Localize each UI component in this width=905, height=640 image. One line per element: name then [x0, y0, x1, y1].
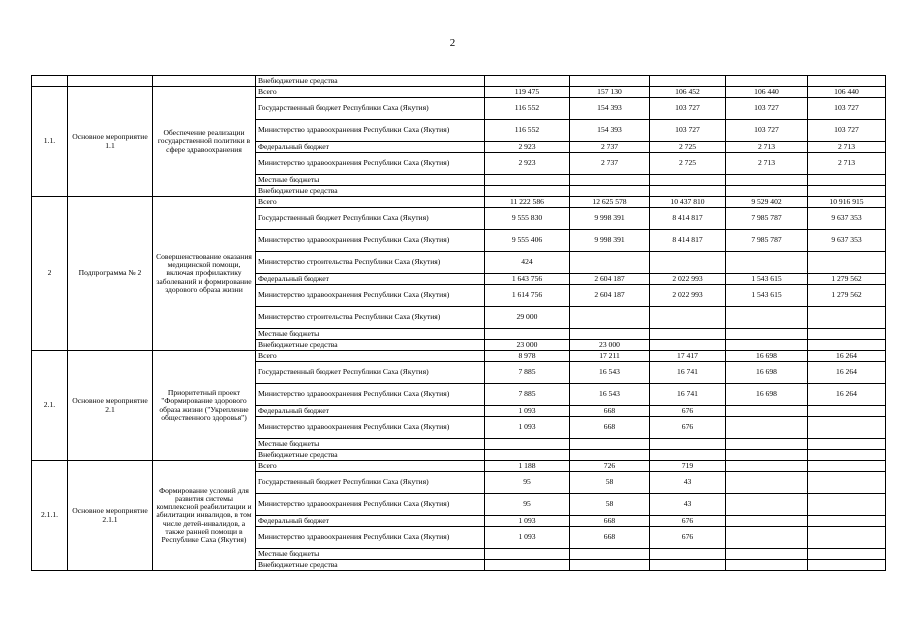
value-cell: [485, 439, 570, 450]
value-cell: [726, 175, 808, 186]
value-cell: [485, 186, 570, 197]
value-cell: [570, 450, 650, 461]
source-cell: Министерство здравоохранения Республики Саха (Якутия): [256, 417, 485, 439]
value-cell: 9 637 353: [808, 230, 886, 252]
value-cell: [650, 175, 726, 186]
value-cell: 116 552: [485, 98, 570, 120]
source-cell: Всего: [256, 351, 485, 362]
value-cell: 10 916 915: [808, 197, 886, 208]
value-cell: 16 264: [808, 351, 886, 362]
value-cell: [650, 549, 726, 560]
value-cell: 16 264: [808, 362, 886, 384]
value-cell: 9 555 406: [485, 230, 570, 252]
value-cell: 16 698: [726, 351, 808, 362]
value-cell: [726, 516, 808, 527]
value-cell: [485, 450, 570, 461]
value-cell: 1 279 562: [808, 285, 886, 307]
value-cell: [485, 560, 570, 571]
description-cell: Формирование условий для развития системы комплексной реабилитации и абилитации инвалидов, в том числе детей-инвалидов, а также ранней помощи в Республике Саха (Якутия): [153, 461, 256, 571]
value-cell: [808, 461, 886, 472]
source-cell: Министерство здравоохранения Республики Саха (Якутия): [256, 384, 485, 406]
value-cell: 676: [650, 417, 726, 439]
value-cell: [570, 549, 650, 560]
table-row: [32, 461, 886, 472]
value-cell: 1 093: [485, 406, 570, 417]
value-cell: [570, 329, 650, 340]
value-cell: [570, 252, 650, 274]
value-cell: 7 885: [485, 362, 570, 384]
value-cell: 58: [570, 494, 650, 516]
value-cell: [570, 307, 650, 329]
description-cell: Совершенствование оказания медицинской помощи, включая профилактику заболеваний и формирование здорового образа жизни: [153, 197, 256, 351]
name-cell: Основное мероприятие 1.1: [68, 87, 153, 197]
name-cell: Основное мероприятие 2.1: [68, 351, 153, 461]
value-cell: [808, 516, 886, 527]
value-cell: 16 543: [570, 362, 650, 384]
value-cell: 16 741: [650, 362, 726, 384]
value-cell: 8 414 817: [650, 208, 726, 230]
value-cell: 116 552: [485, 120, 570, 142]
value-cell: 1 093: [485, 516, 570, 527]
value-cell: [650, 329, 726, 340]
value-cell: [808, 527, 886, 549]
index-cell: [32, 76, 68, 87]
value-cell: [726, 549, 808, 560]
value-cell: 9 998 391: [570, 230, 650, 252]
value-cell: 1 188: [485, 461, 570, 472]
source-cell: Министерство строительства Республики Саха (Якутия): [256, 252, 485, 274]
value-cell: 103 727: [808, 98, 886, 120]
budget-table: [31, 75, 886, 571]
value-cell: 676: [650, 527, 726, 549]
value-cell: 16 264: [808, 384, 886, 406]
value-cell: [650, 307, 726, 329]
source-cell: Министерство здравоохранения Республики Саха (Якутия): [256, 120, 485, 142]
value-cell: [726, 450, 808, 461]
value-cell: 668: [570, 516, 650, 527]
source-cell: Государственный бюджет Республики Саха (Якутия): [256, 362, 485, 384]
value-cell: 2 923: [485, 142, 570, 153]
value-cell: 2 725: [650, 142, 726, 153]
value-cell: 1 543 615: [726, 285, 808, 307]
source-cell: Министерство здравоохранения Республики Саха (Якутия): [256, 494, 485, 516]
value-cell: [726, 252, 808, 274]
source-cell: Министерство здравоохранения Республики Саха (Якутия): [256, 230, 485, 252]
source-cell: Государственный бюджет Республики Саха (Якутия): [256, 472, 485, 494]
page-number: 2: [449, 37, 456, 49]
value-cell: 1 614 756: [485, 285, 570, 307]
source-cell: Федеральный бюджет: [256, 406, 485, 417]
index-cell: 2.1.1.: [32, 461, 68, 571]
value-cell: [650, 340, 726, 351]
value-cell: [726, 527, 808, 549]
value-cell: 154 393: [570, 98, 650, 120]
value-cell: 103 727: [726, 120, 808, 142]
value-cell: 2 737: [570, 153, 650, 175]
value-cell: 16 698: [726, 362, 808, 384]
source-cell: Министерство здравоохранения Республики Саха (Якутия): [256, 527, 485, 549]
value-cell: 668: [570, 406, 650, 417]
value-cell: 16 698: [726, 384, 808, 406]
value-cell: [808, 175, 886, 186]
source-cell: Всего: [256, 87, 485, 98]
value-cell: [726, 472, 808, 494]
name-cell: [68, 76, 153, 87]
value-cell: 2 713: [726, 153, 808, 175]
index-cell: 2.1.: [32, 351, 68, 461]
source-cell: Местные бюджеты: [256, 549, 485, 560]
source-cell: Местные бюджеты: [256, 329, 485, 340]
source-cell: Внебюджетные средства: [256, 340, 485, 351]
value-cell: [808, 252, 886, 274]
value-cell: 103 727: [650, 98, 726, 120]
value-cell: [650, 76, 726, 87]
value-cell: 2 737: [570, 142, 650, 153]
value-cell: 1 093: [485, 417, 570, 439]
value-cell: 2 022 993: [650, 285, 726, 307]
value-cell: [726, 329, 808, 340]
source-cell: Федеральный бюджет: [256, 516, 485, 527]
value-cell: 8 978: [485, 351, 570, 362]
value-cell: 23 000: [570, 340, 650, 351]
value-cell: 43: [650, 472, 726, 494]
value-cell: [808, 472, 886, 494]
value-cell: [650, 186, 726, 197]
description-cell: [153, 76, 256, 87]
source-cell: Внебюджетные средства: [256, 76, 485, 87]
value-cell: [808, 76, 886, 87]
value-cell: 17 417: [650, 351, 726, 362]
value-cell: 8 414 817: [650, 230, 726, 252]
value-cell: 9 529 402: [726, 197, 808, 208]
value-cell: 719: [650, 461, 726, 472]
value-cell: [808, 406, 886, 417]
value-cell: [726, 439, 808, 450]
value-cell: 2 022 993: [650, 274, 726, 285]
source-cell: Внебюджетные средства: [256, 186, 485, 197]
value-cell: 103 727: [650, 120, 726, 142]
table-row: [32, 351, 886, 362]
value-cell: [808, 450, 886, 461]
value-cell: 58: [570, 472, 650, 494]
value-cell: 43: [650, 494, 726, 516]
index-cell: 2: [32, 197, 68, 351]
value-cell: 676: [650, 516, 726, 527]
value-cell: 1 279 562: [808, 274, 886, 285]
value-cell: 668: [570, 417, 650, 439]
value-cell: 2 923: [485, 153, 570, 175]
source-cell: Министерство строительства Республики Саха (Якутия): [256, 307, 485, 329]
value-cell: 29 000: [485, 307, 570, 329]
value-cell: 1 543 615: [726, 274, 808, 285]
value-cell: 1 643 756: [485, 274, 570, 285]
value-cell: [808, 549, 886, 560]
value-cell: [808, 494, 886, 516]
index-cell: 1.1.: [32, 87, 68, 197]
name-cell: Основное мероприятие 2.1.1: [68, 461, 153, 571]
value-cell: [570, 560, 650, 571]
table-row: [32, 76, 886, 87]
value-cell: [650, 450, 726, 461]
value-cell: [570, 439, 650, 450]
value-cell: 2 713: [726, 142, 808, 153]
value-cell: [726, 406, 808, 417]
value-cell: 10 437 810: [650, 197, 726, 208]
source-cell: Всего: [256, 461, 485, 472]
value-cell: [726, 340, 808, 351]
value-cell: 668: [570, 527, 650, 549]
source-cell: Федеральный бюджет: [256, 274, 485, 285]
source-cell: Государственный бюджет Республики Саха (Якутия): [256, 208, 485, 230]
value-cell: 157 130: [570, 87, 650, 98]
source-cell: Местные бюджеты: [256, 175, 485, 186]
description-cell: Приоритетный проект "Формирование здорового образа жизни ("Укрепление общественного здоровья"): [153, 351, 256, 461]
value-cell: [726, 494, 808, 516]
value-cell: [485, 549, 570, 560]
value-cell: 7 985 787: [726, 208, 808, 230]
value-cell: 2 713: [808, 142, 886, 153]
value-cell: [808, 307, 886, 329]
value-cell: 2 725: [650, 153, 726, 175]
value-cell: 16 741: [650, 384, 726, 406]
value-cell: 17 211: [570, 351, 650, 362]
value-cell: 106 440: [808, 87, 886, 98]
value-cell: [808, 439, 886, 450]
table-row: [32, 197, 886, 208]
value-cell: [808, 560, 886, 571]
value-cell: [485, 175, 570, 186]
value-cell: [808, 329, 886, 340]
value-cell: [808, 340, 886, 351]
value-cell: 154 393: [570, 120, 650, 142]
value-cell: 103 727: [726, 98, 808, 120]
source-cell: Местные бюджеты: [256, 439, 485, 450]
value-cell: [570, 76, 650, 87]
value-cell: 1 093: [485, 527, 570, 549]
value-cell: [485, 329, 570, 340]
value-cell: [726, 417, 808, 439]
value-cell: [726, 461, 808, 472]
value-cell: 7 885: [485, 384, 570, 406]
source-cell: Внебюджетные средства: [256, 560, 485, 571]
value-cell: 119 475: [485, 87, 570, 98]
source-cell: Министерство здравоохранения Республики Саха (Якутия): [256, 285, 485, 307]
value-cell: 9 998 391: [570, 208, 650, 230]
value-cell: [726, 307, 808, 329]
value-cell: 9 555 830: [485, 208, 570, 230]
value-cell: 16 543: [570, 384, 650, 406]
source-cell: Внебюджетные средства: [256, 450, 485, 461]
value-cell: [726, 560, 808, 571]
value-cell: [650, 439, 726, 450]
name-cell: Подпрограмма № 2: [68, 197, 153, 351]
value-cell: 2 713: [808, 153, 886, 175]
value-cell: [650, 560, 726, 571]
value-cell: 95: [485, 472, 570, 494]
value-cell: [726, 186, 808, 197]
source-cell: Федеральный бюджет: [256, 142, 485, 153]
value-cell: [808, 417, 886, 439]
value-cell: 2 604 187: [570, 274, 650, 285]
source-cell: Министерство здравоохранения Республики Саха (Якутия): [256, 153, 485, 175]
value-cell: 2 604 187: [570, 285, 650, 307]
table-body: [32, 76, 886, 571]
value-cell: 23 000: [485, 340, 570, 351]
value-cell: 9 637 353: [808, 208, 886, 230]
value-cell: [570, 175, 650, 186]
value-cell: 106 452: [650, 87, 726, 98]
source-cell: Государственный бюджет Республики Саха (Якутия): [256, 98, 485, 120]
value-cell: 11 222 586: [485, 197, 570, 208]
source-cell: Всего: [256, 197, 485, 208]
value-cell: 424: [485, 252, 570, 274]
value-cell: 676: [650, 406, 726, 417]
value-cell: [485, 76, 570, 87]
description-cell: Обеспечение реализации государственной политики в сфере здравоохранения: [153, 87, 256, 197]
value-cell: [726, 76, 808, 87]
value-cell: [650, 252, 726, 274]
value-cell: 12 625 578: [570, 197, 650, 208]
value-cell: 726: [570, 461, 650, 472]
value-cell: 106 440: [726, 87, 808, 98]
value-cell: [808, 186, 886, 197]
value-cell: [570, 186, 650, 197]
value-cell: 103 727: [808, 120, 886, 142]
value-cell: 7 985 787: [726, 230, 808, 252]
value-cell: 95: [485, 494, 570, 516]
table-row: [32, 87, 886, 98]
